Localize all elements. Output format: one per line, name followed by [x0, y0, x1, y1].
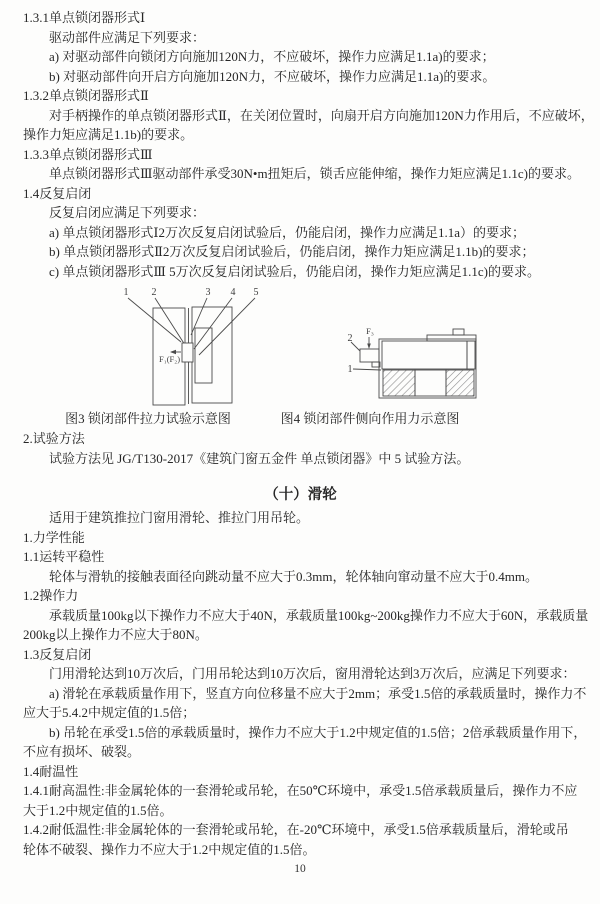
clause-line: 1.4.1耐高温性:非金属轮体的一套滑轮或吊轮，在50℃环境中，承受1.5倍承载质量后，操作力不应 — [23, 783, 578, 798]
clause-line: 轮体不破裂、操作力不应大于1.2中规定值的1.5倍。 — [23, 841, 316, 857]
clause-line: 1.4反复启闭 — [23, 185, 92, 201]
clause-line: c) 单点锁闭器形式Ⅲ 5万次反复启闭试验后，仍能启闭，操作力矩应满足1.1c)的要求。 — [49, 263, 540, 279]
figure4-caption: 图4 锁闭部件侧向作用力示意图 — [280, 411, 460, 426]
figure3 — [115, 283, 265, 414]
part-label: 1 — [347, 364, 353, 375]
force-label: F₃ — [366, 326, 374, 336]
clause-line: 反复启闭应满足下列要求： — [49, 205, 206, 220]
part-label: 4 — [230, 287, 236, 298]
clause-line: 1.4耐温性 — [23, 763, 79, 779]
clause-line: a) 对驱动部件向锁闭方向施加120N力，不应破坏，操作力应满足1.1a)的要求； — [49, 49, 495, 64]
clause-line: b) 吊轮在承受1.5倍的承载质量时，操作力不应大于1.2中规定值的1.5倍；2倍承载质量作用下， — [49, 724, 587, 740]
force-label: F₁(F₂) — [159, 354, 181, 364]
clause-line: 200kg以上操作力不应大于80N。 — [23, 627, 208, 642]
clause-line: 1.3反复启闭 — [23, 646, 92, 662]
text-column — [23, 8, 594, 859]
clause-line: 1.2操作力 — [23, 588, 79, 603]
clause-line: 1.4.2耐低温性:非金属轮体的一套滑轮或吊轮，在-20℃环境中，承受1.5倍承载质量后，滑轮或吊 — [23, 822, 569, 837]
clause-line: b) 单点锁闭器形式Ⅱ2万次反复启闭试验后，仍能启闭，操作力矩应满足1.1b)的要求； — [49, 244, 535, 259]
clause-line: 驱动部件应满足下列要求： — [49, 29, 206, 45]
part-label: 2 — [347, 333, 353, 344]
clause-line: 1.3.3单点锁闭器形式Ⅲ — [23, 146, 153, 162]
clause-line: 应大于5.4.2中规定值的1.5倍； — [23, 705, 196, 720]
figure4 — [345, 325, 480, 409]
clause-line: 不应有损坏、破裂。 — [23, 744, 141, 759]
clause-line: 1.3.1单点锁闭器形式Ⅰ — [23, 10, 146, 25]
clause-line: 对手柄操作的单点锁闭器形式Ⅱ，在关闭位置时，向扇开启方向施加120N力作用后，不应破坏， — [49, 107, 594, 123]
page-number: 10 — [294, 863, 306, 875]
test-method-heading: 2.试验方法 — [23, 431, 85, 446]
clause-line: 门用滑轮达到10万次后，门用吊轮达到10万次后，窗用滑轮达到3万次后，应满足下列要求： — [49, 666, 576, 681]
clause-line: 轮体与滑轨的接触表面径向跳动量不应大于0.3mm，轮体轴向窜动量不应大于0.4mm。 — [49, 568, 538, 584]
figure4-diagram — [345, 325, 480, 403]
section-heading-pulley: （十）滑轮 — [264, 487, 337, 503]
clause-line: 操作力矩应满足1.1b)的要求。 — [23, 127, 194, 142]
figure-captions — [23, 409, 578, 429]
part-label: 3 — [205, 287, 211, 298]
clause-line: 大于1.2中规定值的1.5倍。 — [23, 802, 173, 818]
figure3-caption: 图3 锁闭部件拉力试验示意图 — [65, 411, 231, 426]
clause-line: 承载质量100kg以下操作力不应大于40N，承载质量100kg~200kg操作力不应大于60N，承载质量 — [49, 607, 589, 623]
figure3-diagram — [115, 283, 265, 408]
clause-line: 适用于建筑推拉门窗用滑轮、推拉门用吊轮。 — [49, 510, 310, 525]
test-method-body: 试验方法见 JG/T130-2017《建筑门窗五金件 单点锁闭器》中 5 试验方法。 — [49, 450, 470, 466]
clause-line: 1.力学性能 — [23, 529, 85, 545]
clause-line: a) 单点锁闭器形式Ⅰ2万次反复启闭试验后，仍能启闭，操作力应满足1.1a）的要求； — [49, 224, 526, 240]
figures-row — [23, 281, 578, 409]
force-arrow-icon — [367, 344, 371, 350]
clause-line: b) 对驱动部件向开启方向施加120N力，不应破坏，操作力应满足1.1a)的要求。 — [49, 68, 496, 84]
clause-line: a) 滑轮在承载质量作用下，竖直方向位移量不应大于2mm；承受1.5倍的承载质量时，操作力不 — [49, 685, 587, 701]
part-label: 5 — [253, 287, 259, 298]
clause-line: 1.3.2单点锁闭器形式Ⅱ — [23, 88, 149, 103]
clause-line: 单点锁闭器形式Ⅲ驱动部件承受30N•m扭矩后，锁舌应能伸缩，操作力矩应满足1.1c)的要求。 — [49, 166, 580, 181]
part-label: 1 — [123, 287, 129, 298]
clause-line: 1.1运转平稳性 — [23, 549, 105, 564]
part-label: 2 — [151, 287, 157, 298]
